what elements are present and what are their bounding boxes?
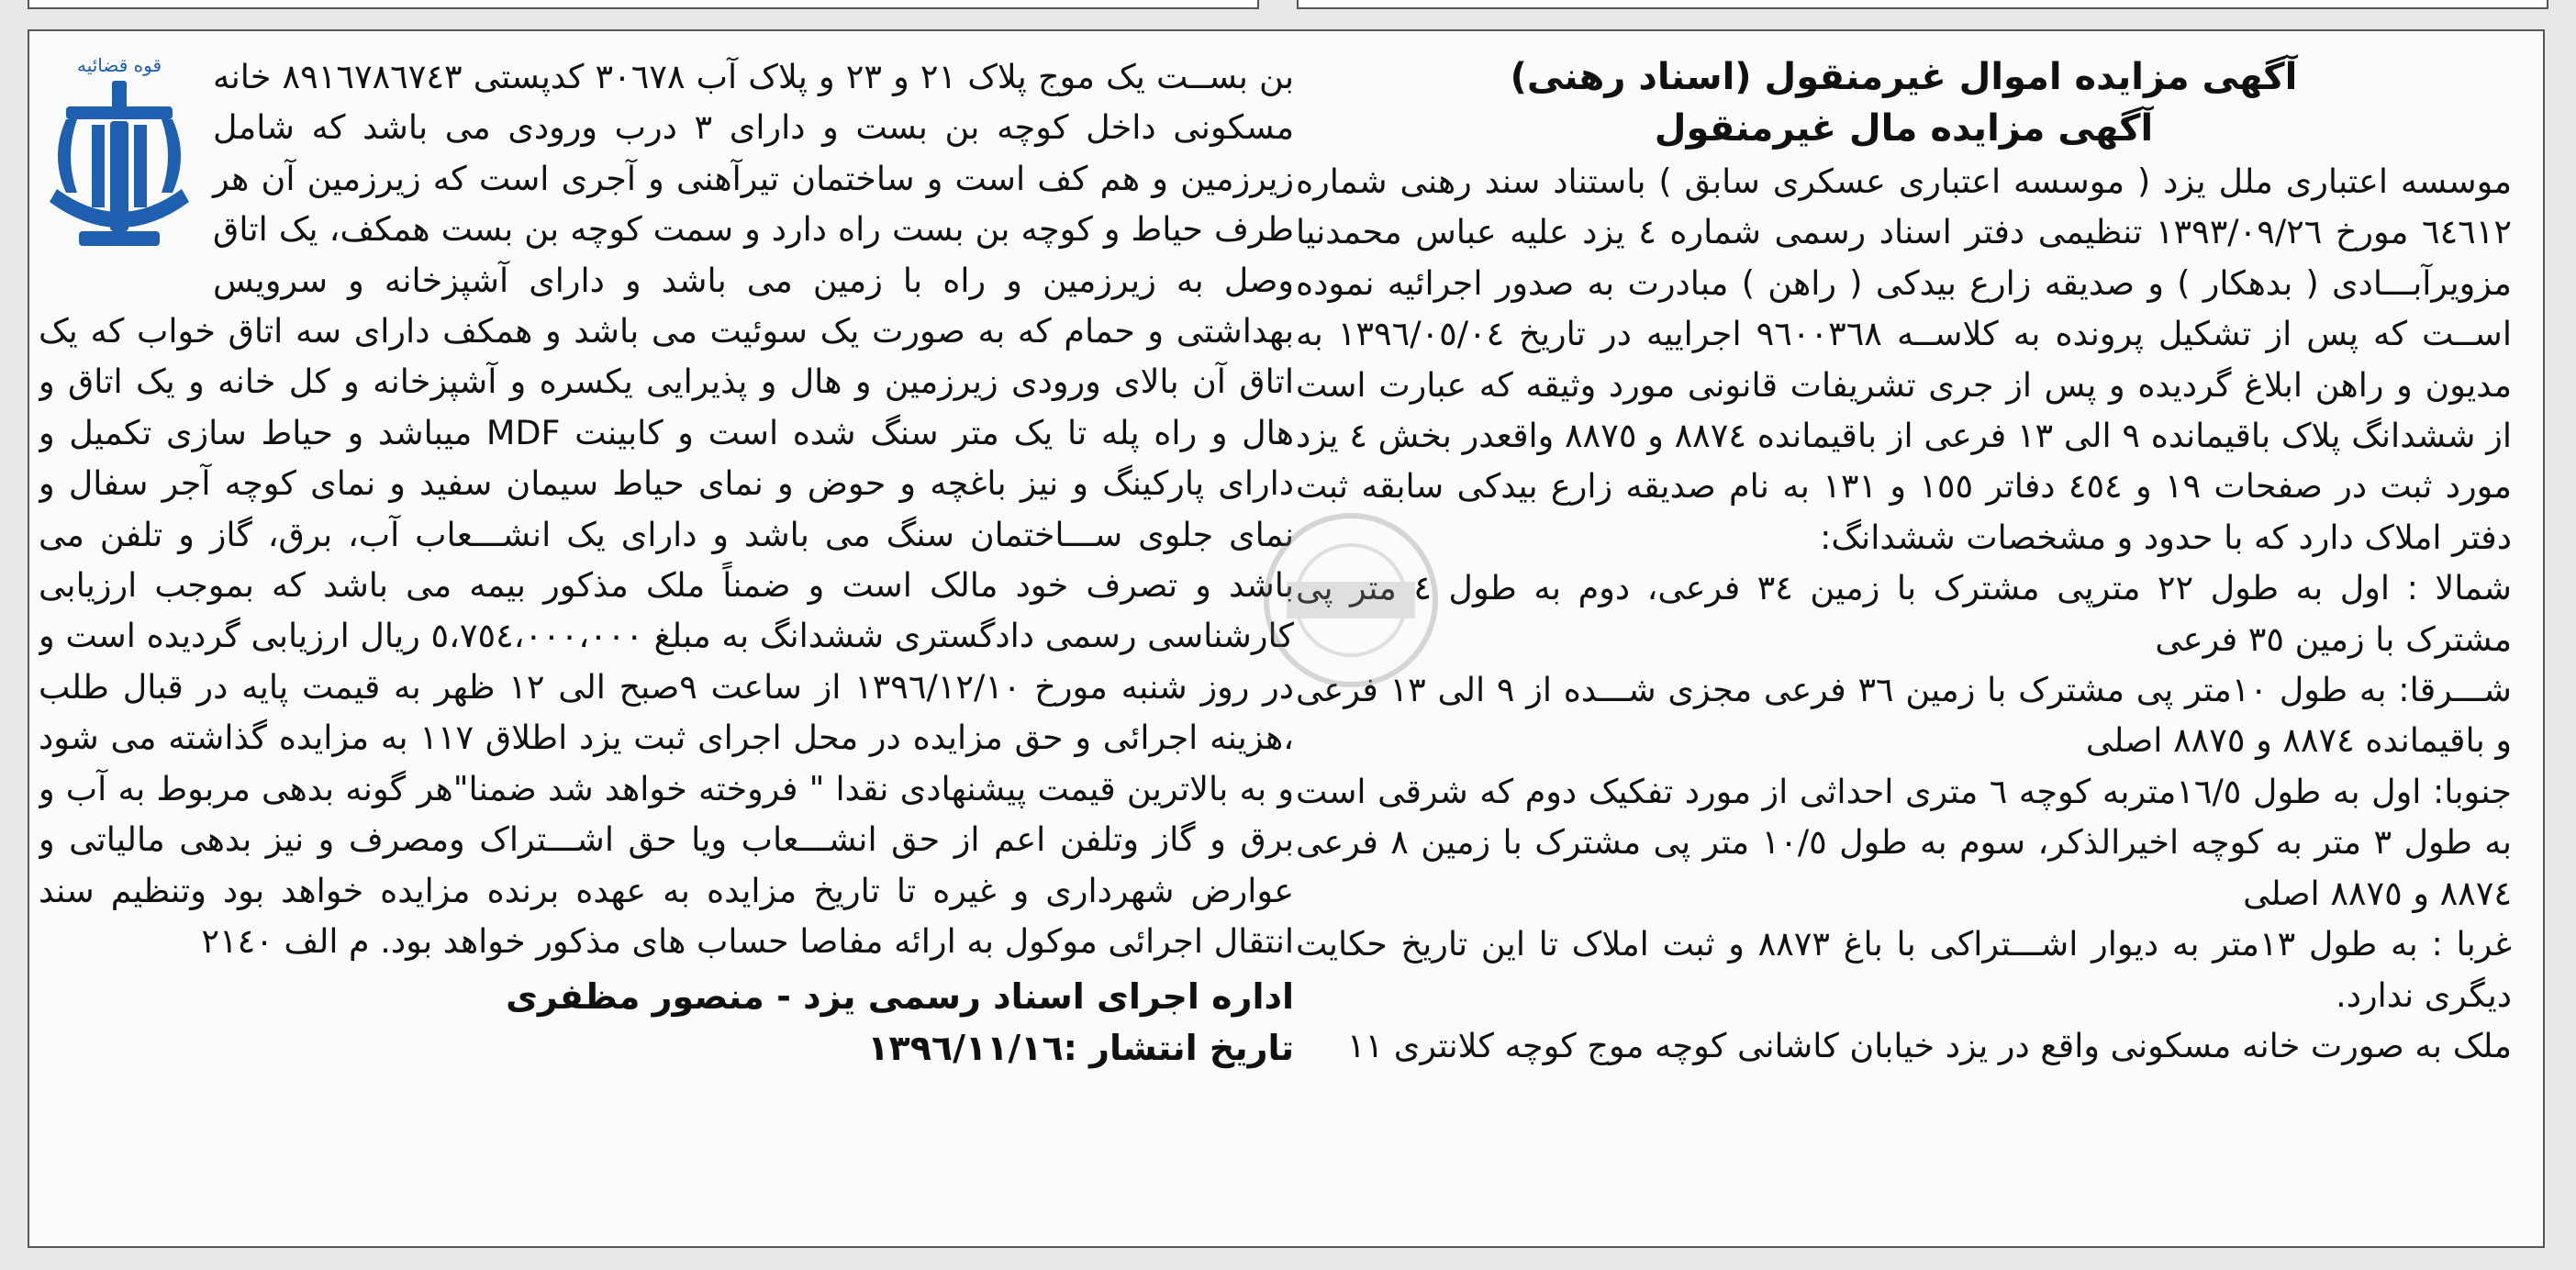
logo-caption: قوه قضائیه bbox=[76, 54, 162, 76]
right-column bbox=[1296, 51, 2512, 1071]
boundary-west: غربا : به طول ١٣متر به دیوار اشـــتراکی با باغ ٨٨٧٣ و ثبت املاک تا این تاریخ حکایت دیگری ندارد. bbox=[1296, 924, 2512, 1015]
notice-titles bbox=[1296, 51, 2512, 154]
judiciary-logo bbox=[39, 51, 200, 259]
previous-notice-edge-right bbox=[1297, 0, 2548, 9]
intro-paragraph: موسسه اعتباری ملل یزد ( موسسه اعتباری عسکری سابق ) باستناد سند رهنی شماره ٦٤٦١٢ مورخ ١٣٩٣/٠٩/٢٦ تنظیمی دفتر اسناد رسمی شماره ٤ یزد علیه عباس محمدنیا مزویرآبـــادی ( بدهکار ) و صدیقه زارع بیدکی ( راهن ) مبادرت به صدور اجرائیه نموده اســت که پس از تشکیل پرونده به کلاســه ٩٦٠٠٣٦٨ اجراییه در تاریخ ١٣٩٦/٠٥/٠٤ به مدیون و راهن ابلاغ گردیده و پس از جری تشریفات قانونی مورد وثیقه که عبارت است از ششدانگ پلاک باقیمانده ٩ الی ١٣ فرعی از باقیمانده ٨٨٧٤ و ٨٨٧٥ واقعدر بخش ٤ یزد مورد ثبت در صفحات ١٩ و ٤٥٤ دفاتر ١٥٥ و ١٣١ به نام صدیقه زارع بیدکی سابقه ثبت دفتر املاک دارد که با حدود و مشخصات ششدانگ: bbox=[1296, 162, 2512, 557]
notice-title-sub: آگهی مزایده مال غیرمنقول bbox=[1654, 107, 2154, 150]
scales-emblem-icon bbox=[39, 51, 200, 259]
boundary-north: شمالا : اول به طول ٢٢ مترپی مشترک با زمین ٣٤ فرعی، دوم به طول ٤ متر پی مشترک با زمین ٣٥ فرعی bbox=[1296, 568, 2512, 659]
auction-notice bbox=[28, 29, 2545, 1248]
notice-title-main: آگهی مزایده اموال غیرمنقول (اسناد رهنی) bbox=[1510, 56, 2298, 98]
property-description: بن بســت یک موج پلاک ٢١ و ٢٣ و پلاک آب ٣٠٦٧٨ کدپستی ٨٩١٦٧٨٦٧٤٣ خانه مسکونی داخل کوچه بن بست و دارای ٣ درب ورودی می باشد که شامل زیرزمین و هم کف است و ساختمان تیرآهنی و آجری است که زیرزمین آن هر طرف حیاط و کوچه بن بست راه دارد و سمت کوچه بن بست همکف، یک اتاق وصل به زیرزمین و راه با زمین می باشد و دارای آشپزخانه و سرویس بهداشتی و حمام که به صورت یک سوئیت می باشد و همکف دارای سه اتاق خواب که یک اتاق آن بالای ورودی زیرزمین و هال و پذیرایی یکسره و آشپزخانه و کل خانه و یک اتاق و هال و راه پله تا یک متر سنگ شده است و کابینت MDF میباشد و حیاط سازی تکمیل و دارای پارکینگ و نیز باغچه و حوض و نمای حیاط سیمان سفید و نمای کوچه آجر سفال و نمای جلوی ســـاختمان سنگ می باشد و دارای یک انشـــعاب آب، برق، گاز و تلفن می باشد و تصرف خود مالک است و ضمناً ملک مذکور بیمه می باشد که بموجب ارزیابی کارشناسی رسمی دادگستری ششدانگ به مبلغ ٥،٧٥٤،٠٠٠،٠٠٠ ریال ارزیابی گردیده است و در روز شنبه مورخ ١٣٩٦/١٢/١٠ از ساعت ٩صبح الی ١٢ ظهر به قیمت پایه در قبال طلب ،هزینه اجرائی و حق مزایده در محل اجرای ثبت یزد اطلاق ١١٧ به مزایده گذاشته می شود و به بالاترین قیمت پیشنهادی نقدا " فروخته خواهد شد ضمنا"هر گونه بدهی مربوط به آب و برق و گاز وتلفن اعم از حق انشـــعاب ویا حق اشـــتراک ومصرف و نیز بدهی مالیاتی و عوارض شهرداری و غیره تا تاریخ مزایده به عهده برنده مزایده خواهد بود وتنظیم سند انتقال اجرائی موکول به ارائه مفاصا حساب های مذکور خواهد بود. م الف ٢١٤٠ bbox=[39, 57, 1294, 961]
boundary-east: شـــرقا: به طول ١٠متر پی مشترک با زمین ٣٦ فرعی مجزی شـــده از ٩ الی ١٣ فرعی و باقیمانده ٨٨٧٤ و ٨٨٧٥ اصلی bbox=[1296, 670, 2512, 761]
publish-date: تاریخ انتشار :١٣٩٦/١١/١٦ bbox=[867, 1027, 1294, 1068]
property-location: ملک به صورت خانه مسکونی واقع در یزد خیابان کاشانی کوچه موج کوچه کلانتری ١١ bbox=[1346, 1025, 2512, 1065]
left-column bbox=[39, 51, 1294, 1074]
previous-notice-edge-left bbox=[28, 0, 1259, 9]
boundary-south: جنوبا: اول به طول ١٦/٥متربه کوچه ٦ متری احداثی از مورد تفکیک دوم که شرقی است به طول ٣ متر به کوچه اخیرالذکر، سوم به طول ١٠/٥ متر پی مشترک با زمین ٨ فرعی ٨٨٧٤ و ٨٨٧٥ اصلی bbox=[1296, 771, 2512, 913]
issuer-signature: اداره اجرای اسناد رسمی یزد - منصور مظفری bbox=[506, 976, 1294, 1018]
